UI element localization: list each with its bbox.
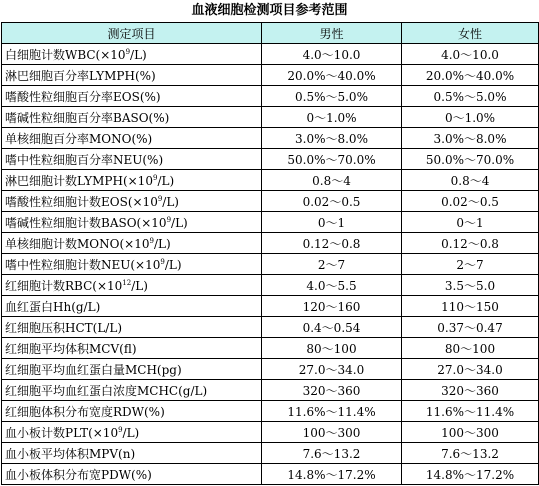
item-unit-suffix: /L) bbox=[122, 425, 140, 440]
item-label: 红细胞平均体积MCV(fl) bbox=[5, 341, 137, 356]
item-label: 嗜酸性粒细胞百分率EOS(%) bbox=[5, 89, 161, 104]
table-row bbox=[2, 401, 539, 422]
item-unit-suffix: /L) bbox=[164, 257, 182, 272]
male-range-cell: 0.4～0.54 bbox=[262, 317, 402, 338]
female-range-cell: 4.0～10.0 bbox=[402, 44, 539, 65]
item-label: 红细胞体积分布宽度RDW(%) bbox=[5, 404, 165, 419]
item-unit-suffix: /L) bbox=[131, 278, 148, 293]
male-range-cell: 14.8%～17.2% bbox=[262, 464, 402, 485]
male-range-cell: 0.12～0.8 bbox=[262, 233, 402, 254]
item-exponent: 12 bbox=[122, 278, 132, 287]
item-cell bbox=[2, 212, 262, 233]
item-exponent: 9 bbox=[118, 425, 123, 434]
item-label: 血红蛋白Hh(g/L) bbox=[5, 299, 101, 314]
item-cell bbox=[2, 86, 262, 107]
item-cell bbox=[2, 359, 262, 380]
table-row bbox=[2, 422, 539, 443]
male-range-cell: 20.0%～40.0% bbox=[262, 65, 402, 86]
table-row bbox=[2, 212, 539, 233]
table-row bbox=[2, 443, 539, 464]
table-row bbox=[2, 107, 539, 128]
table-row bbox=[2, 380, 539, 401]
male-range-cell: 4.0～10.0 bbox=[262, 44, 402, 65]
item-label: 血小板平均体积MPV(n) bbox=[5, 446, 136, 461]
item-label: 单核细胞计数MONO(×10 bbox=[5, 236, 150, 251]
item-exponent: 9 bbox=[166, 215, 172, 224]
item-cell bbox=[2, 380, 262, 401]
male-range-cell: 3.0%～8.0% bbox=[262, 128, 402, 149]
female-range-cell: 100～300 bbox=[402, 422, 539, 443]
table-row bbox=[2, 170, 539, 191]
female-range-cell: 7.6～13.2 bbox=[402, 443, 539, 464]
female-range-cell: 110～150 bbox=[402, 296, 539, 317]
table-body bbox=[2, 44, 539, 485]
female-range-cell: 0.37～0.47 bbox=[402, 317, 539, 338]
item-label: 嗜酸性粒细胞计数EOS(×10 bbox=[5, 194, 158, 209]
male-range-cell: 0～1.0% bbox=[262, 107, 402, 128]
table-header-row bbox=[2, 23, 539, 44]
item-unit-suffix: /L) bbox=[157, 173, 175, 188]
table-row bbox=[2, 254, 539, 275]
reference-table bbox=[1, 22, 539, 485]
item-cell bbox=[2, 401, 262, 422]
item-unit-suffix: /L) bbox=[162, 194, 179, 209]
item-unit-suffix: /L) bbox=[130, 47, 147, 62]
item-exponent: 9 bbox=[160, 257, 165, 266]
male-range-cell: 27.0～34.0 bbox=[262, 359, 402, 380]
item-cell bbox=[2, 296, 262, 317]
item-cell bbox=[2, 338, 262, 359]
item-cell bbox=[2, 464, 262, 485]
female-range-cell: 50.0%～70.0% bbox=[402, 149, 539, 170]
item-cell bbox=[2, 317, 262, 338]
table-row bbox=[2, 86, 539, 107]
female-range-cell: 0～1.0% bbox=[402, 107, 539, 128]
item-cell bbox=[2, 128, 262, 149]
item-cell bbox=[2, 149, 262, 170]
table-row bbox=[2, 338, 539, 359]
male-range-cell: 0.8～4 bbox=[262, 170, 402, 191]
male-range-cell: 80～100 bbox=[262, 338, 402, 359]
item-label: 嗜中性粒细胞百分率NEU(%) bbox=[5, 152, 164, 167]
female-range-cell: 0～1 bbox=[402, 212, 539, 233]
female-range-cell: 0.5%～5.0% bbox=[402, 86, 539, 107]
item-label: 红细胞压积HCT(L/L) bbox=[5, 320, 122, 335]
male-range-cell: 2～7 bbox=[262, 254, 402, 275]
table-row bbox=[2, 359, 539, 380]
table-row bbox=[2, 275, 539, 296]
table-row bbox=[2, 65, 539, 86]
page-title: 血液细胞检测项目参考范围 bbox=[191, 3, 348, 18]
item-unit-suffix: /L) bbox=[171, 215, 188, 230]
male-range-cell: 320～360 bbox=[262, 380, 402, 401]
item-label: 嗜碱性粒细胞百分率BASO(%) bbox=[5, 110, 170, 125]
female-range-cell: 11.6%～11.4% bbox=[402, 401, 539, 422]
item-label: 红细胞平均血红蛋白量MCH(pg) bbox=[5, 362, 182, 377]
female-range-cell: 20.0%～40.0% bbox=[402, 65, 539, 86]
item-label: 淋巴细胞百分率LYMPH(%) bbox=[5, 68, 156, 83]
item-label: 白细胞计数WBC(×10 bbox=[5, 47, 126, 62]
header-female: 女性 bbox=[402, 23, 539, 44]
item-cell bbox=[2, 44, 262, 65]
item-cell bbox=[2, 107, 262, 128]
table-row bbox=[2, 296, 539, 317]
item-exponent: 9 bbox=[149, 236, 154, 245]
table-row bbox=[2, 464, 539, 485]
female-range-cell: 0.8～4 bbox=[402, 170, 539, 191]
female-range-cell: 320～360 bbox=[402, 380, 539, 401]
male-range-cell: 7.6～13.2 bbox=[262, 443, 402, 464]
female-range-cell: 0.02～0.5 bbox=[402, 191, 539, 212]
item-cell bbox=[2, 422, 262, 443]
item-label: 血小板体积分布宽PDW(%) bbox=[5, 467, 152, 482]
male-range-cell: 120～160 bbox=[262, 296, 402, 317]
female-range-cell: 3.5～5.0 bbox=[402, 275, 539, 296]
item-label: 红细胞平均血红蛋白浓度MCHC(g/L) bbox=[5, 383, 208, 398]
item-exponent: 9 bbox=[125, 47, 131, 56]
item-label: 单核细胞百分率MONO(%) bbox=[5, 131, 153, 146]
female-range-cell: 0.12～0.8 bbox=[402, 233, 539, 254]
item-cell bbox=[2, 233, 262, 254]
table-row bbox=[2, 149, 539, 170]
table-row bbox=[2, 191, 539, 212]
male-range-cell: 4.0～5.5 bbox=[262, 275, 402, 296]
item-cell bbox=[2, 443, 262, 464]
item-label: 嗜碱性粒细胞计数BASO(×10 bbox=[5, 215, 167, 230]
table-row bbox=[2, 317, 539, 338]
item-cell bbox=[2, 191, 262, 212]
item-label: 血小板计数PLT(×10 bbox=[5, 425, 119, 440]
item-cell bbox=[2, 254, 262, 275]
item-unit-suffix: /L) bbox=[153, 236, 171, 251]
female-range-cell: 80～100 bbox=[402, 338, 539, 359]
item-label: 淋巴细胞计数LYMPH(×10 bbox=[5, 173, 153, 188]
female-range-cell: 3.0%～8.0% bbox=[402, 128, 539, 149]
male-range-cell: 0～1 bbox=[262, 212, 402, 233]
female-range-cell: 27.0～34.0 bbox=[402, 359, 539, 380]
item-exponent: 9 bbox=[157, 194, 163, 203]
item-label: 红细胞计数RBC(×10 bbox=[5, 278, 123, 293]
table-row bbox=[2, 128, 539, 149]
table-row bbox=[2, 44, 539, 65]
header-item: 测定项目 bbox=[2, 23, 262, 44]
item-label: 嗜中性粒细胞计数NEU(×10 bbox=[5, 257, 161, 272]
male-range-cell: 0.5%～5.0% bbox=[262, 86, 402, 107]
female-range-cell: 2～7 bbox=[402, 254, 539, 275]
item-cell bbox=[2, 275, 262, 296]
female-range-cell: 14.8%～17.2% bbox=[402, 464, 539, 485]
male-range-cell: 0.02～0.5 bbox=[262, 191, 402, 212]
item-cell bbox=[2, 170, 262, 191]
table-row bbox=[2, 233, 539, 254]
male-range-cell: 100～300 bbox=[262, 422, 402, 443]
male-range-cell: 50.0%～70.0% bbox=[262, 149, 402, 170]
item-cell bbox=[2, 65, 262, 86]
male-range-cell: 11.6%～11.4% bbox=[262, 401, 402, 422]
header-male: 男性 bbox=[262, 23, 402, 44]
item-exponent: 9 bbox=[152, 173, 158, 182]
